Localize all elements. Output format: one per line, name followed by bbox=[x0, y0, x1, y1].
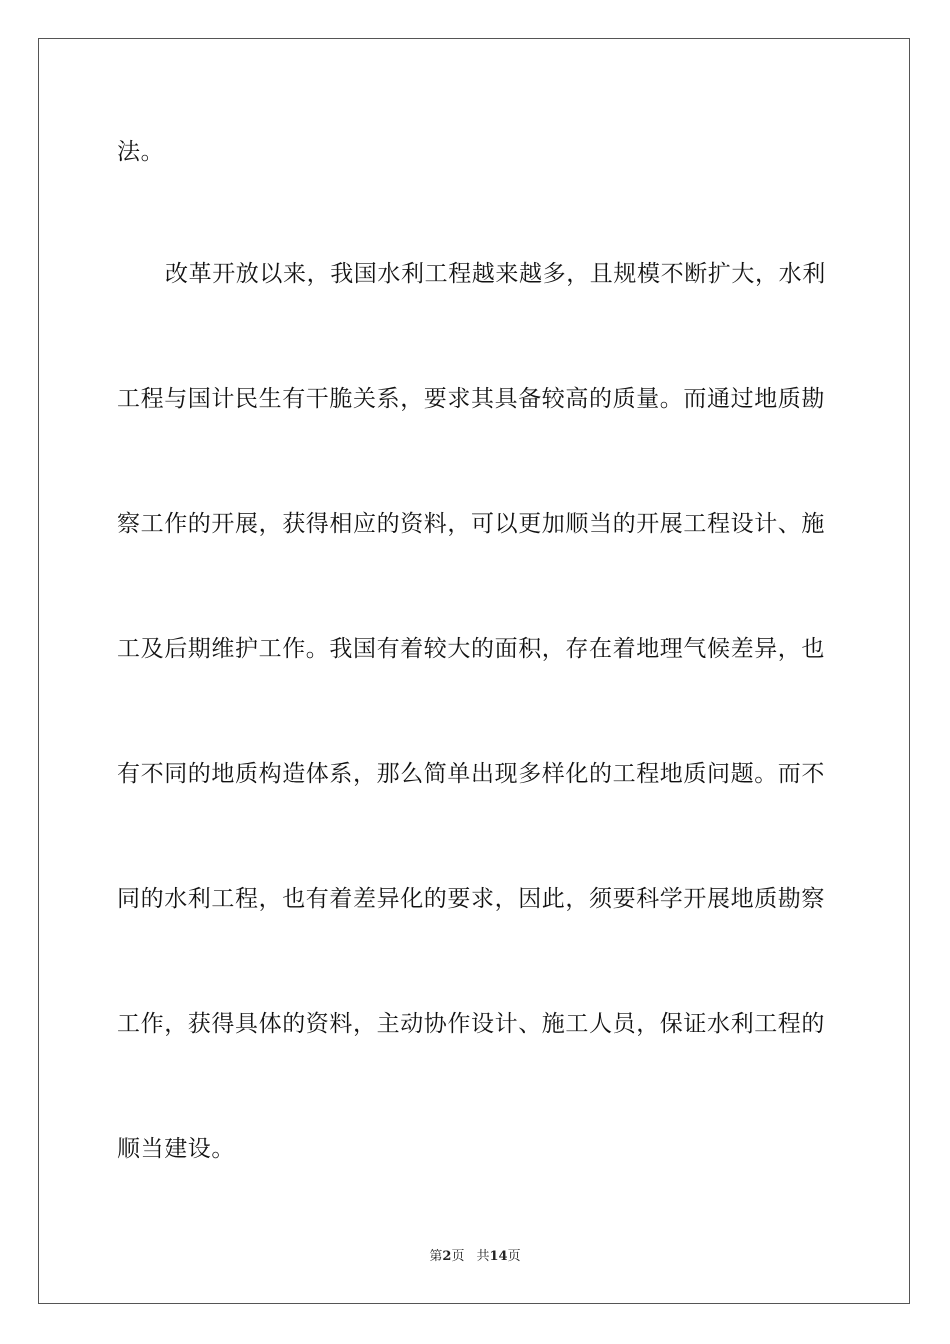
page-suffix: 页 bbox=[451, 1249, 465, 1264]
text-line-8: 工作，获得具体的资料，主动协作设计、施工人员，保证水利工程的 bbox=[117, 1011, 825, 1037]
page-prefix: 第 bbox=[429, 1249, 443, 1264]
page-border bbox=[38, 38, 910, 1304]
total-suffix: 页 bbox=[507, 1249, 521, 1264]
text-line-3: 工程与国计民生有干脆关系，要求其具备较高的质量。而通过地质勘 bbox=[117, 386, 825, 412]
text-line-1: 法。 bbox=[117, 139, 165, 165]
page-footer bbox=[0, 1248, 950, 1266]
text-line-7: 同的水利工程，也有着差异化的要求，因此，须要科学开展地质勘察 bbox=[117, 886, 825, 912]
text-line-4: 察工作的开展，获得相应的资料，可以更加顺当的开展工程设计、施 bbox=[117, 511, 825, 537]
text-line-6: 有不同的地质构造体系，那么简单出现多样化的工程地质问题。而不 bbox=[117, 761, 825, 787]
text-line-9: 顺当建设。 bbox=[117, 1136, 235, 1162]
total-page-number: 14 bbox=[489, 1249, 508, 1264]
text-line-5: 工及后期维护工作。我国有着较大的面积，存在着地理气候差异，也 bbox=[117, 636, 825, 662]
paragraph-first-line: 改革开放以来，我国水利工程越来越多，且规模不断扩大，水利 bbox=[165, 261, 826, 287]
total-prefix: 共 bbox=[476, 1249, 490, 1264]
current-page-number: 2 bbox=[442, 1249, 452, 1264]
